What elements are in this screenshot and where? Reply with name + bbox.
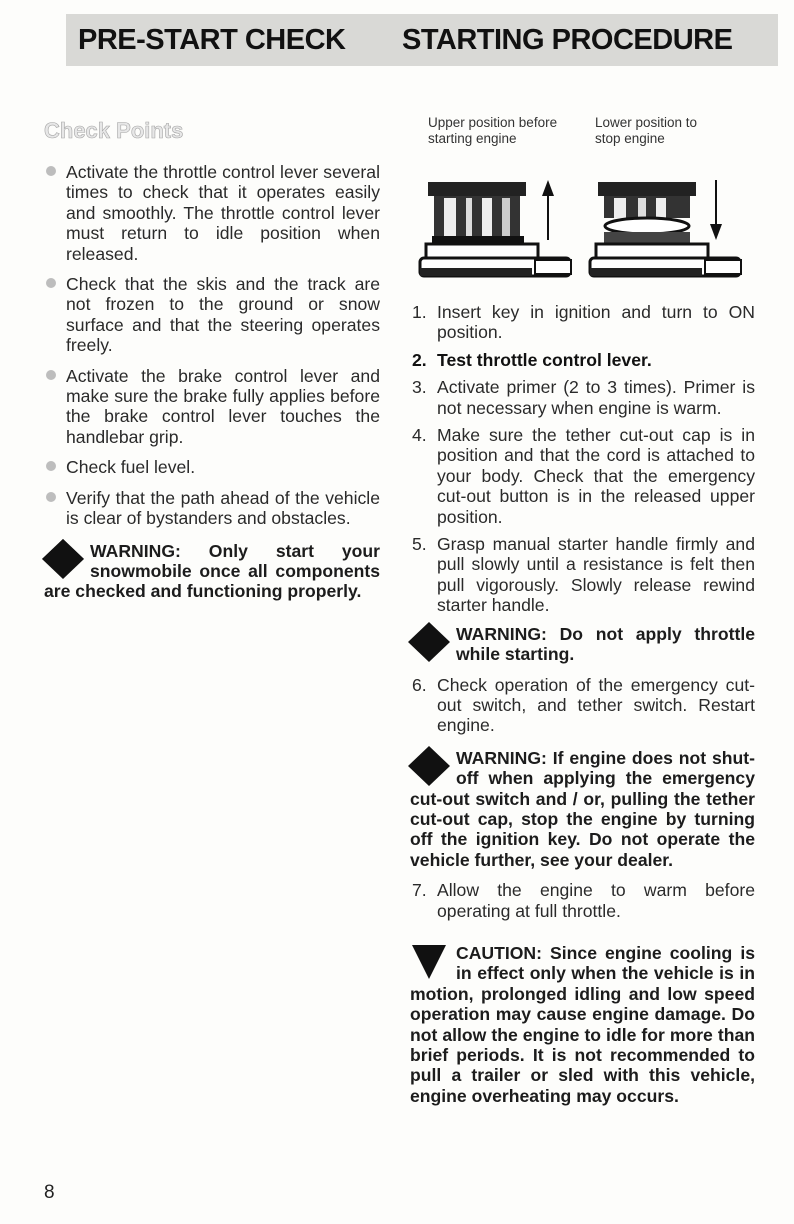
bullet-icon [46, 370, 56, 380]
starting-procedure-section [410, 112, 755, 1116]
starting-procedure-title: STARTING PROCEDURE [402, 24, 733, 56]
check-points-section [44, 118, 380, 612]
cut-out-switch-illustration [410, 170, 755, 290]
step-item: 6. Check operation of the emergency cut-out switch, and tether switch. Restart engine. [412, 674, 755, 736]
starting-steps-list [410, 302, 755, 616]
upper-switch-illustration [420, 180, 571, 276]
bullet-icon [46, 278, 56, 288]
check-point-item: Activate the throttle control lever several times to check that it operates easily and smoothly. The throttle control lever must return to idle position when released. [44, 162, 380, 264]
bullet-icon [46, 166, 56, 176]
step-item: 4. Make sure the tether cut-out cap is in position and that the cord is attached to your body. Check that the emergency cut-out button is in the released upper position. [412, 425, 755, 527]
warning-no-throttle: WARNING: Do not apply throttle while starting. [410, 624, 755, 665]
step-item: 2. Test throttle control lever. [412, 349, 652, 370]
check-point-item: Check fuel level. [44, 457, 380, 477]
check-point-item: Check that the skis and the track are not frozen to the ground or snow surface and that the steering operates freely. [44, 274, 380, 356]
bullet-icon [46, 492, 56, 502]
upper-position-caption: Upper position before starting engine [428, 115, 558, 146]
step-item: 3. Activate primer (2 to 3 times). Primer is not necessary when engine is warm. [412, 377, 755, 418]
check-point-item: Activate the brake control lever and make sure the brake fully applies before the brake control lever touches the handlebar grip. [44, 366, 380, 448]
warning-components-check: WARNING: Only start your snowmobile once all components are checked and functioning properly. [44, 541, 380, 602]
warning-diamond-icon [406, 620, 452, 664]
step-item: 1. Insert key in ignition and turn to ON position. [412, 302, 755, 343]
starting-steps-list-final [410, 880, 755, 921]
caution-engine-cooling: CAUTION: Since engine cooling is in effect only when the vehicle is in motion, prolonged idling and low speed operation may cause engine damage. Do not allow the engine to idle for more than brief periods. It is not recommended to pull a trailer or sled with this vehicle, engine overheating may occurs. [410, 943, 755, 1106]
caution-triangle-icon [406, 939, 452, 983]
warning-engine-shutoff: WARNING: If engine does not shut-off when applying the emergency cut-out switch and / or, pulling the tether cut-out cap, stop the engine by turning off the ignition key. Do not operate the vehicle further, see your dealer. [410, 748, 755, 870]
warning-diamond-icon [40, 537, 86, 581]
step-item: 7. Allow the engine to warm before operating at full throttle. [412, 880, 755, 921]
bullet-icon [46, 461, 56, 471]
pre-start-check-title: PRE-START CHECK [78, 24, 346, 56]
starting-steps-list-continued [410, 675, 755, 736]
check-points-title: Check Points [44, 118, 184, 143]
warning-diamond-icon [406, 744, 452, 788]
page-number: 8 [44, 1182, 55, 1203]
check-point-item: Verify that the path ahead of the vehicle is clear of bystanders and obstacles. [44, 488, 380, 529]
lower-switch-illustration [590, 180, 741, 276]
lower-position-caption: Lower position to stop engine [595, 115, 698, 146]
step-item: 5. Grasp manual starter handle firmly and pull slowly until a resistance is felt then pull vigorously. Slowly release rewind starter handle. [412, 534, 755, 616]
emergency-switch-figure [410, 112, 755, 302]
